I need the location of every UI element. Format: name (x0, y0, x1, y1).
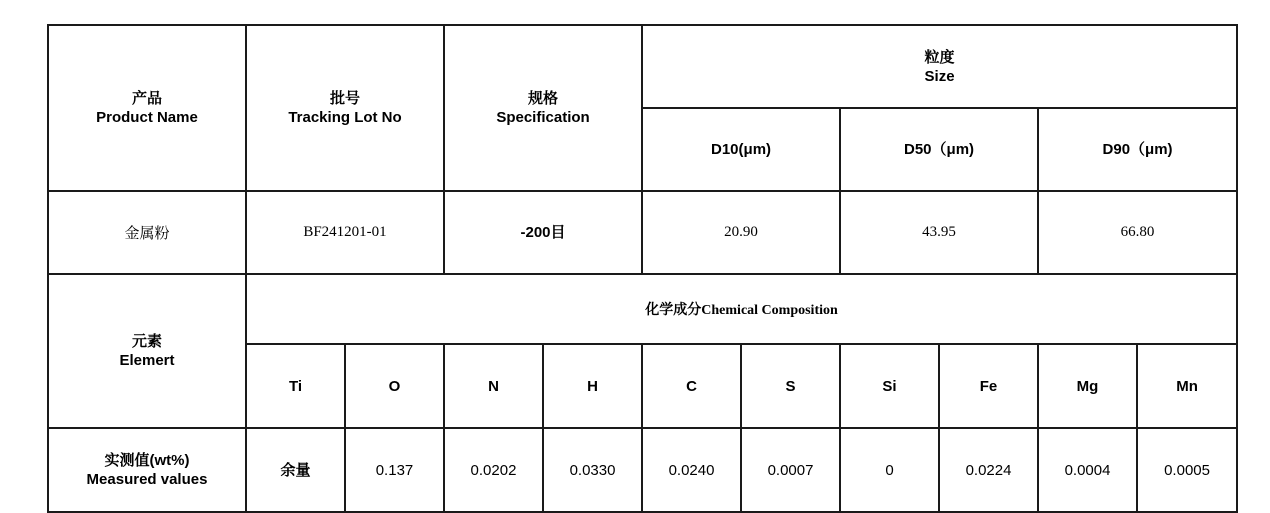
measured-mg: 0.0004 (1038, 428, 1137, 512)
spec-header-en: Specification (496, 109, 590, 126)
element-mg: Mg (1038, 344, 1137, 428)
spec-value: -200目 (444, 191, 642, 274)
measured-label-cn: 实测值(wt%) (104, 452, 190, 469)
spec-header-cn: 规格 (528, 90, 559, 107)
element-c: C (642, 344, 741, 428)
d50-value: 43.95 (840, 191, 1038, 274)
product-name-value: 金属粉 (48, 191, 246, 274)
composition-header-cn: 化学成分 (645, 302, 702, 318)
size-header-en: Size (924, 67, 955, 85)
lot-header-cn: 批号 (329, 90, 360, 107)
measured-n: 0.0202 (444, 428, 543, 512)
certificate-table (47, 24, 1238, 513)
d10-header: D10(μm) (642, 108, 840, 191)
measured-fe: 0.0224 (939, 428, 1038, 512)
measured-mn: 0.0005 (1137, 428, 1237, 512)
lot-header-en: Tracking Lot No (288, 109, 402, 126)
measured-ti: 余量 (246, 428, 345, 512)
lot-value: BF241201-01 (246, 191, 444, 274)
d90-value: 66.80 (1038, 191, 1237, 274)
element-o: O (345, 344, 444, 428)
element-fe: Fe (939, 344, 1038, 428)
measured-c: 0.0240 (642, 428, 741, 512)
element-s: S (741, 344, 840, 428)
d10-value: 20.90 (642, 191, 840, 274)
element-h: H (543, 344, 642, 428)
product-name-header-cn: 产品 (131, 90, 162, 107)
element-mn: Mn (1137, 344, 1237, 428)
measured-label (48, 428, 246, 512)
element-label-cn: 元素 (131, 333, 162, 350)
measured-label-en: Measured values (86, 471, 208, 488)
lot-header (246, 25, 444, 191)
element-n: N (444, 344, 543, 428)
measured-s: 0.0007 (741, 428, 840, 512)
size-header-cn: 粒度 (924, 48, 955, 66)
product-name-header (48, 25, 246, 191)
composition-header (246, 274, 1237, 344)
spec-header (444, 25, 642, 191)
element-si: Si (840, 344, 939, 428)
element-label-en: Elemert (119, 352, 175, 369)
measured-o: 0.137 (345, 428, 444, 512)
composition-header-en: Chemical Composition (701, 303, 838, 318)
element-label (48, 274, 246, 428)
measured-h: 0.0330 (543, 428, 642, 512)
size-header (642, 25, 1237, 108)
element-ti: Ti (246, 344, 345, 428)
measured-si: 0 (840, 428, 939, 512)
d90-header: D90（μm) (1038, 108, 1237, 191)
d50-header: D50（μm) (840, 108, 1038, 191)
product-name-header-en: Product Name (96, 109, 198, 126)
